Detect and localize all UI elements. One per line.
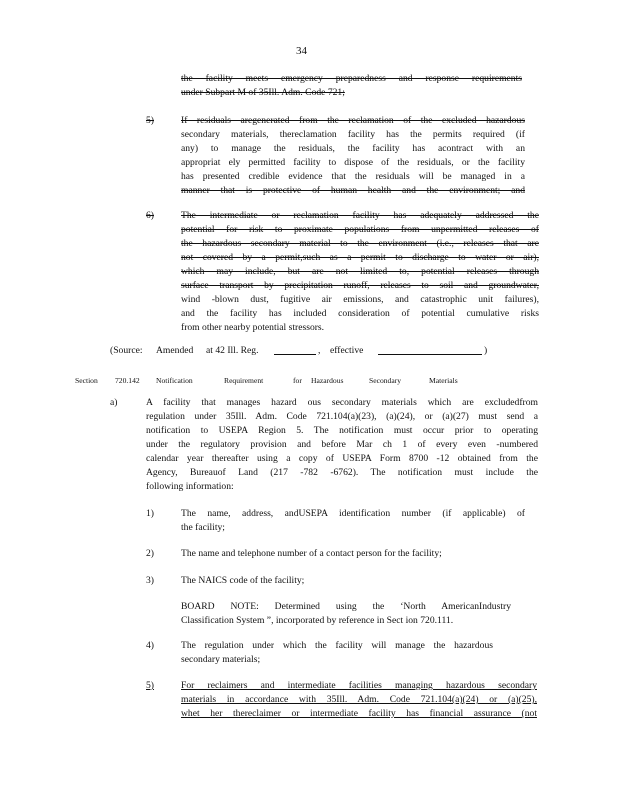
- heading-word: Requirement: [224, 376, 264, 385]
- item-5-old-paragraph: [181, 114, 525, 198]
- text-line: and the facility has included consideration of potential cumulative risks: [181, 308, 539, 319]
- text-line: BOARD NOTE: Determined using the ‘North AmericanIndustry: [181, 601, 511, 612]
- section-label: Section: [75, 376, 98, 385]
- text-line: any) to manage the residuals, the facility has acontract with an: [181, 143, 525, 154]
- text-line: materials in accordance with 35Ill. Adm. Code 721.104(a)(24) or (a)(25),: [181, 694, 537, 705]
- text-line: following information:: [146, 481, 234, 492]
- heading-word: Materials: [429, 376, 458, 385]
- source-prefix: (Source:: [110, 345, 143, 356]
- text-line: regulation under 35Ill. Adm. Code 721.104(a)(23), (a)(24), or (a)(27) must send a: [146, 411, 538, 422]
- text-line: has presented credible evidence that the residuals will be managed in a: [181, 171, 525, 182]
- text-line: from other nearby potential stressors.: [181, 322, 325, 333]
- board-note: [181, 600, 511, 628]
- text-line: The regulation under which the facility will manage the hazardous: [181, 640, 493, 651]
- source-note: (Source: Amended at 42 Ill. Reg. , effective ): [110, 345, 488, 356]
- section-heading: [75, 374, 475, 386]
- text-line: Agency, Bureauof Land (217 -782 -6762). The notification must include the: [146, 467, 538, 478]
- list-item: [181, 547, 541, 561]
- item-number-3: 3): [146, 575, 154, 586]
- list-item: [181, 639, 493, 667]
- text-line: the facility meets emergency preparedness and response requirements: [181, 73, 522, 84]
- text-line: secondary materials, thereclamation facility has the permits required (if: [181, 129, 525, 140]
- source-effective: effective: [330, 345, 364, 356]
- text-line: surface transport by precipitation runoff, releases to soil and groundwater,: [181, 280, 539, 291]
- text-line: notification to USEPA Region 5. The notification must occur prior to operating: [146, 425, 538, 436]
- continued-paragraph: [181, 72, 522, 100]
- text-line: Classification System ”, incorporated by reference in Sect ion 720.111.: [181, 615, 454, 626]
- heading-word: Hazardous: [311, 376, 344, 385]
- text-line: potential for risk to proximate populations from unpermitted releases of: [181, 224, 539, 235]
- item-number-5-new: 5): [146, 680, 154, 691]
- text-line: The name and telephone number of a contact person for the facility;: [181, 548, 442, 559]
- heading-word: Secondary: [369, 376, 402, 385]
- item-number-5-old: 5): [146, 115, 154, 126]
- section-number: 720.142: [115, 376, 140, 385]
- list-item: [181, 507, 525, 535]
- reg-blank: [274, 344, 316, 355]
- text-line: The name, address, andUSEPA identification number (if applicable) of: [181, 508, 525, 519]
- item-number-6: 6): [146, 210, 154, 221]
- source-amended: Amended: [156, 345, 194, 356]
- text-line: manner that is protective of human health and the environment; and: [181, 185, 525, 196]
- text-line: calendar year thereafter using a copy of USEPA Form 8700 -12 obtained from the: [146, 453, 538, 464]
- item-6-paragraph: [181, 209, 539, 335]
- text-line: A facility that manages hazard ous secondary materials which are excludedfrom: [146, 397, 538, 408]
- text-line: under Subpart M of 35Ill. Adm. Code 721;: [181, 87, 345, 98]
- text-line: If residuals aregenerated from the reclamation of the excluded hazardous: [181, 115, 525, 126]
- effective-blank: [378, 344, 482, 355]
- source-close: ): [484, 345, 488, 356]
- text-line: The intermediate or reclamation facility has adequately addressed the: [181, 210, 539, 221]
- item-5-new-paragraph: [181, 679, 537, 721]
- heading-word: for: [293, 376, 302, 385]
- subsection-a-letter: a): [110, 397, 118, 408]
- item-number-1: 1): [146, 508, 154, 519]
- text-line: whet her thereclaimer or intermediate facility has financial assurance (not: [181, 708, 537, 719]
- text-line: the facility;: [181, 522, 225, 533]
- list-item: [181, 574, 541, 588]
- text-line: For reclaimers and intermediate facilities managing hazardous secondary: [181, 680, 537, 691]
- text-line: secondary materials;: [181, 654, 261, 665]
- subsection-a-paragraph: [146, 396, 538, 494]
- item-number-2: 2): [146, 548, 154, 559]
- page-number: 34: [296, 45, 307, 57]
- text-line: appropriat ely permitted facility to dispose of the residuals, or the facility: [181, 157, 525, 168]
- text-line: which may include, but are not limited to, potential releases through: [181, 266, 539, 277]
- source-reg: at 42 Ill. Reg.: [206, 345, 259, 356]
- text-line: The NAICS code of the facility;: [181, 575, 305, 586]
- text-line: not covered by a permit,such as a permit to discharge to water or air),: [181, 252, 539, 263]
- heading-word: Notification: [156, 376, 193, 385]
- text-line: under the regulatory provision and before Mar ch 1 of every even -numbered: [146, 439, 538, 450]
- item-number-4: 4): [146, 640, 154, 651]
- text-line: wind -blown dust, fugitive air emissions, and catastrophic unit failures),: [181, 294, 539, 305]
- text-line: the hazardous secondary material to the environment (i.e., releases that are: [181, 238, 539, 249]
